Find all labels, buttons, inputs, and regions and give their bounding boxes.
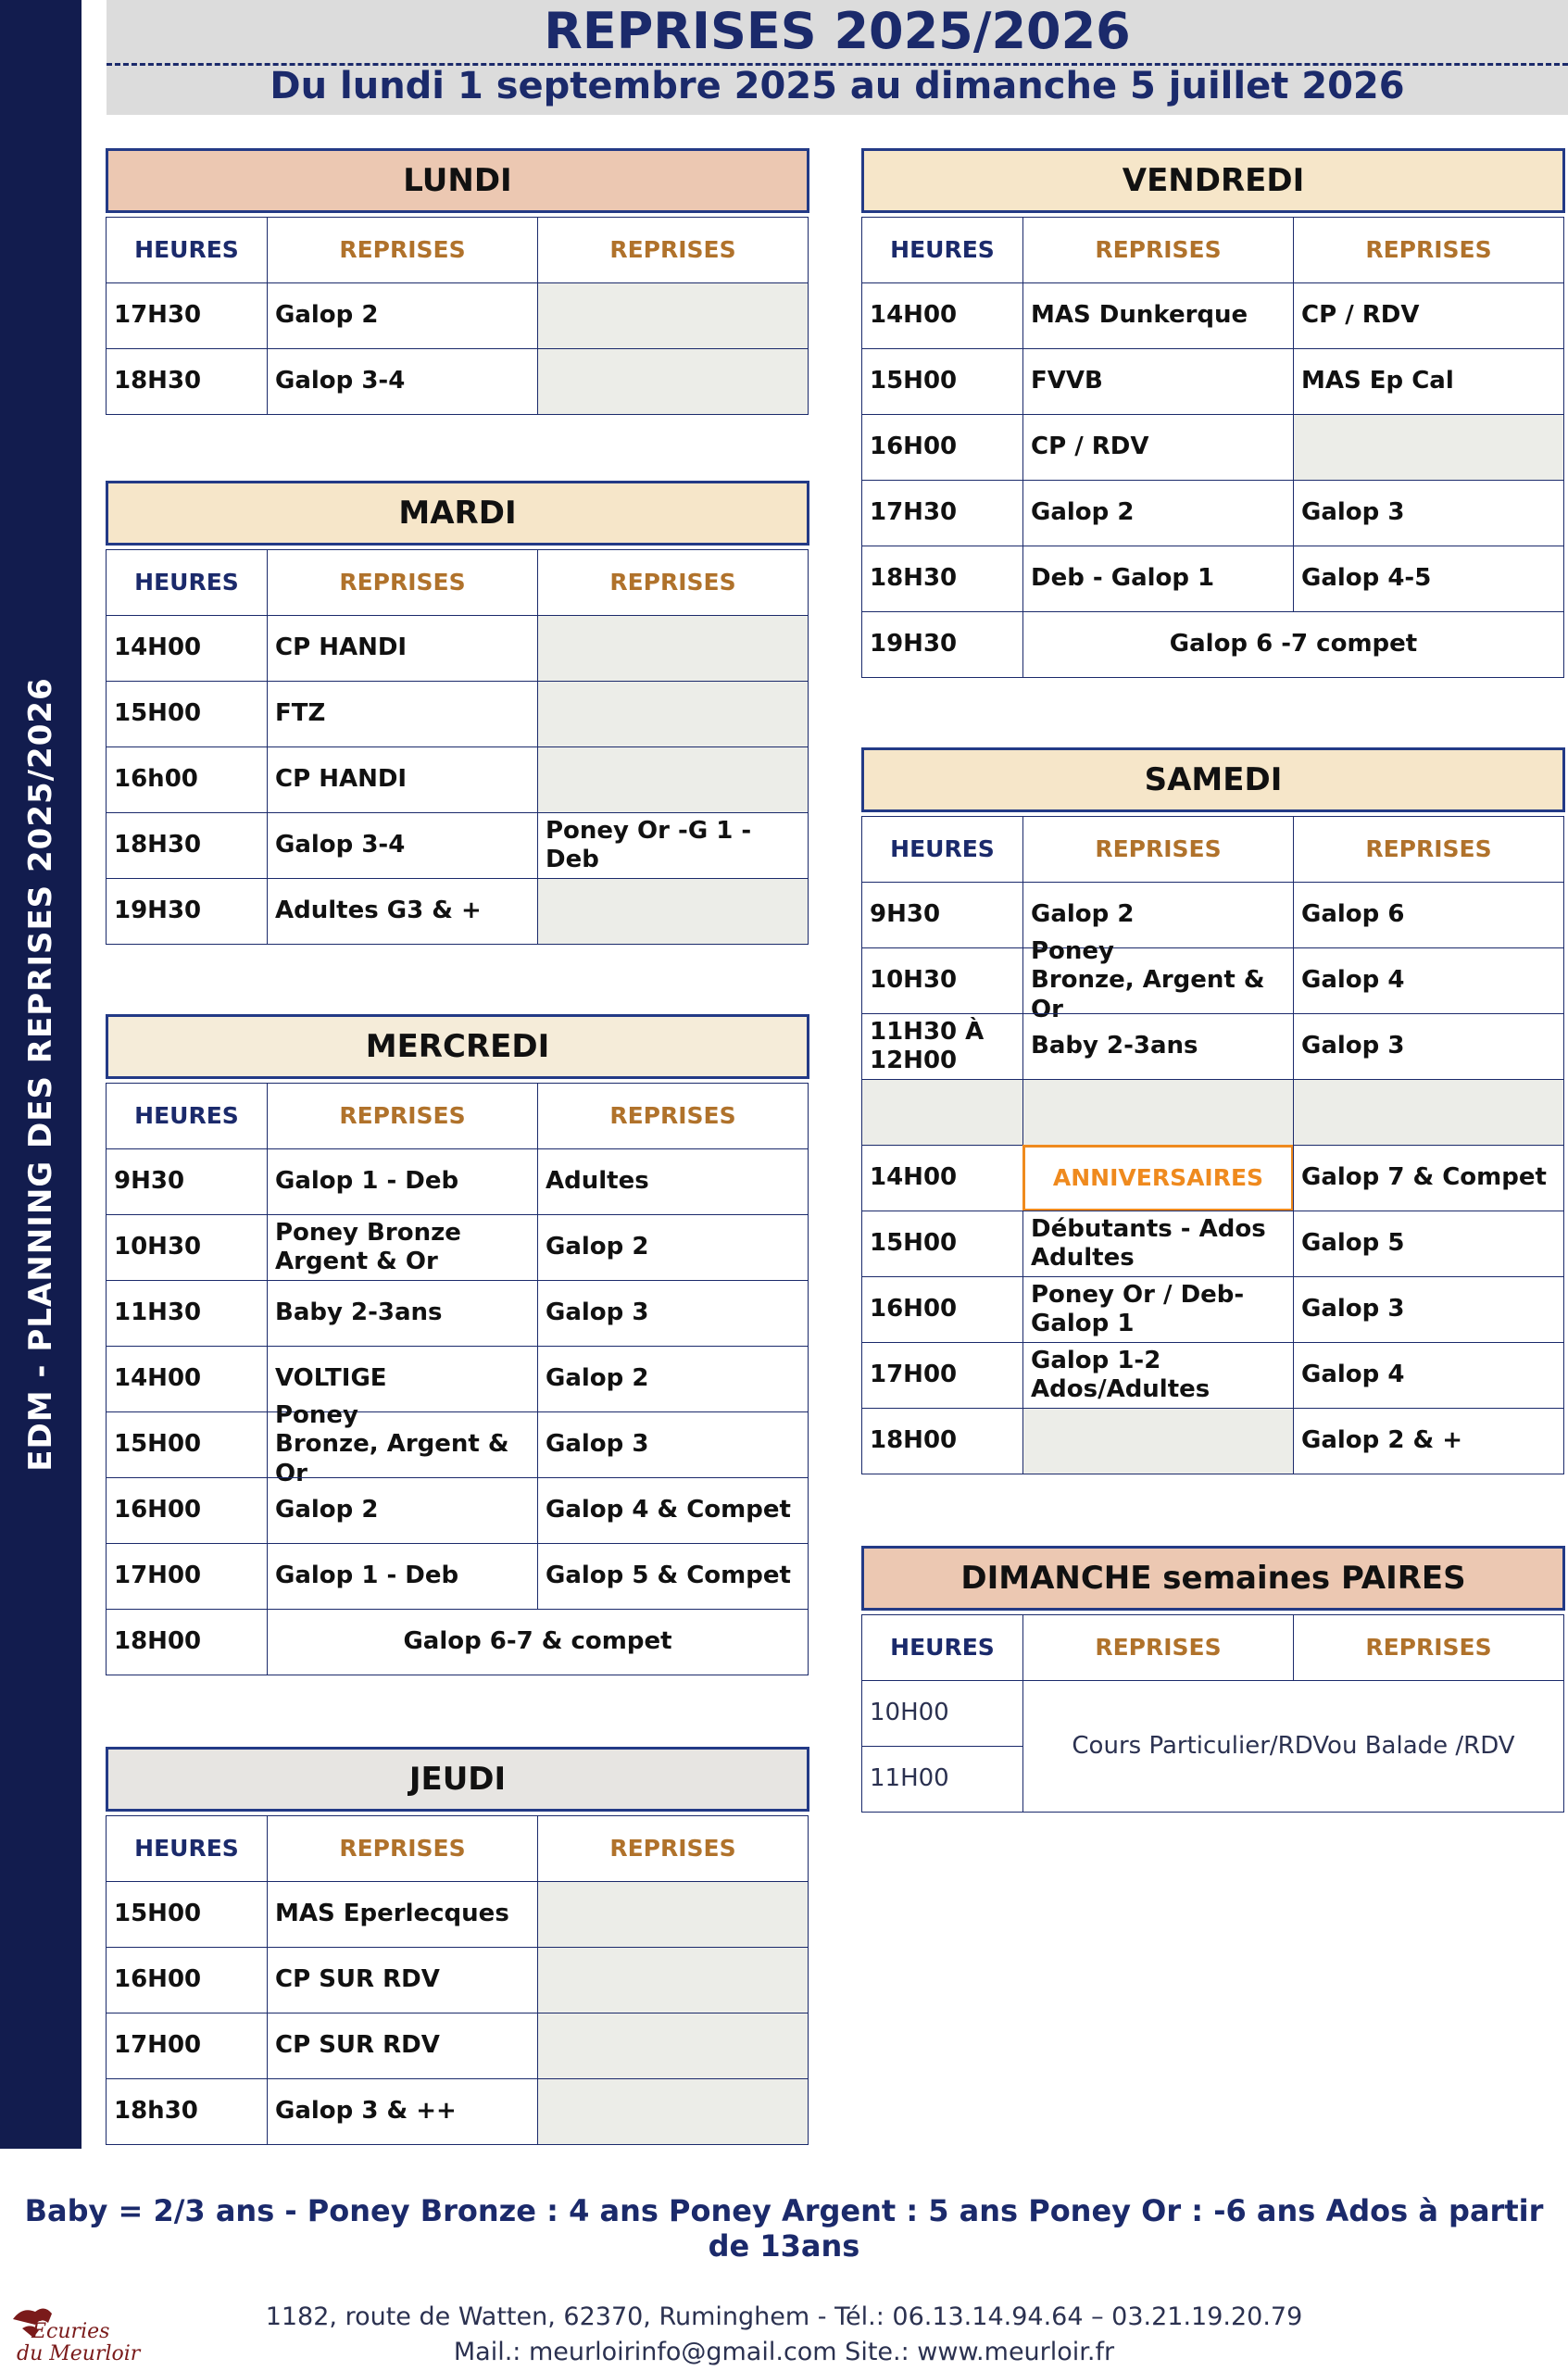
hour-cell: 17H30 <box>106 282 268 349</box>
hour-cell: 14H00 <box>861 282 1023 349</box>
day-table-samedi <box>861 747 1565 1474</box>
contact-line: Mail.: meurloirinfo@gmail.com Site.: www.meurloir.fr <box>453 2338 1115 2366</box>
lesson-cell: Débutants - Ados Adultes <box>1022 1211 1294 1277</box>
lesson-cell: Galop 2 <box>1022 882 1294 948</box>
lesson-cell: CP HANDI <box>267 615 538 682</box>
lesson-cell: CP HANDI <box>267 746 538 813</box>
hour-cell: 17H00 <box>861 1342 1023 1409</box>
hour-cell: 17H00 <box>106 1543 268 1610</box>
empty-cell <box>1293 1079 1564 1146</box>
lesson-cell: Galop 1-2 Ados/Adultes <box>1022 1342 1294 1409</box>
hour-cell: 14H00 <box>106 1346 268 1412</box>
hour-cell: 15H00 <box>106 1881 268 1948</box>
column-header-reprises: REPRISES <box>267 217 538 283</box>
empty-cell <box>537 746 809 813</box>
column-header-reprises: REPRISES <box>537 217 809 283</box>
column-header-reprises: REPRISES <box>267 1815 538 1882</box>
birthday-highlight: ANNIVERSAIRES <box>1022 1145 1294 1211</box>
day-title: MERCREDI <box>106 1014 809 1079</box>
empty-cell <box>1022 1079 1294 1146</box>
hour-cell: 10H30 <box>861 947 1023 1014</box>
day-title: SAMEDI <box>861 747 1565 812</box>
lesson-cell: Galop 2 & + <box>1293 1408 1564 1474</box>
day-table-mardi <box>106 481 809 944</box>
lesson-cell: Galop 3 <box>537 1280 809 1347</box>
lesson-cell: CP / RDV <box>1022 414 1294 481</box>
lesson-cell: Poney Or / Deb- Galop 1 <box>1022 1276 1294 1343</box>
lesson-cell: Galop 2 <box>267 282 538 349</box>
day-table-lundi <box>106 148 809 414</box>
empty-cell <box>537 681 809 747</box>
hour-cell: 14H00 <box>861 1145 1023 1211</box>
hour-cell: 11H30 <box>106 1280 268 1347</box>
lesson-cell: Galop 5 & Compet <box>537 1543 809 1610</box>
lesson-cell: Deb - Galop 1 <box>1022 546 1294 612</box>
hour-cell: 9H30 <box>106 1148 268 1215</box>
empty-cell <box>537 348 809 415</box>
address-line: 1182, route de Watten, 62370, Ruminghem - Tél.: 06.13.14.94.64 – 03.21.19.20.79 <box>265 2302 1303 2331</box>
lesson-cell: Baby 2-3ans <box>1022 1013 1294 1080</box>
sidebar-title: EDM - PLANNING DES REPRISES 2025/2026 <box>22 677 59 1472</box>
hour-cell: 18H30 <box>106 812 268 879</box>
hour-cell: 14H00 <box>106 615 268 682</box>
empty-cell <box>537 2013 809 2079</box>
hour-cell: 11H00 <box>861 1746 1023 1813</box>
page-title: REPRISES 2025/2026 <box>544 2 1131 60</box>
lesson-cell: Galop 4 <box>1293 947 1564 1014</box>
empty-cell <box>537 282 809 349</box>
lesson-cell: CP / RDV <box>1293 282 1564 349</box>
lesson-cell: Galop 7 & Compet <box>1293 1145 1564 1211</box>
lesson-cell: Galop 3 <box>537 1411 809 1478</box>
empty-cell <box>1022 1408 1294 1474</box>
day-title: LUNDI <box>106 148 809 213</box>
lesson-cell: Galop 4 <box>1293 1342 1564 1409</box>
empty-cell <box>861 1079 1023 1146</box>
column-header-reprises: REPRISES <box>1293 816 1564 883</box>
hour-cell: 18H00 <box>106 1609 268 1675</box>
day-title: JEUDI <box>106 1747 809 1812</box>
lesson-cell: Adultes <box>537 1148 809 1215</box>
lesson-cell: MAS Ep Cal <box>1293 348 1564 415</box>
hour-cell: 17H30 <box>861 480 1023 546</box>
hour-cell: 18H00 <box>861 1408 1023 1474</box>
column-header-reprises: REPRISES <box>1022 816 1294 883</box>
hour-cell: 10H30 <box>106 1214 268 1281</box>
column-header-reprises: REPRISES <box>537 1815 809 1882</box>
hour-cell: 11H30 À 12H00 <box>861 1013 1023 1080</box>
lesson-cell: MAS Dunkerque <box>1022 282 1294 349</box>
column-header-reprises: REPRISES <box>1293 217 1564 283</box>
lesson-cell: Galop 2 <box>267 1477 538 1544</box>
sunday-lessons: Cours Particulier/RDVou Balade /RDV <box>1022 1680 1564 1813</box>
column-header-heures: HEURES <box>106 1815 268 1882</box>
lesson-cell: Galop 3 <box>1293 1276 1564 1343</box>
column-header-heures: HEURES <box>106 217 268 283</box>
lesson-cell: Galop 3 & ++ <box>267 2078 538 2145</box>
day-table-vendredi <box>861 148 1565 677</box>
lesson-cell: Galop 1 - Deb <box>267 1148 538 1215</box>
lesson-cell: Galop 3 <box>1293 1013 1564 1080</box>
hour-cell: 16H00 <box>106 1947 268 2013</box>
hour-cell: 15H00 <box>861 1211 1023 1277</box>
day-table-mercredi <box>106 1014 809 1675</box>
day-table-jeudi <box>106 1747 809 2144</box>
day-title: VENDREDI <box>861 148 1565 213</box>
lesson-cell: Poney Bronze, Argent & Or <box>267 1411 538 1478</box>
lesson-cell: Galop 2 <box>1022 480 1294 546</box>
day-title: MARDI <box>106 481 809 546</box>
column-header-heures: HEURES <box>861 816 1023 883</box>
lesson-cell: MAS Eperlecques <box>267 1881 538 1948</box>
age-legend: Baby = 2/3 ans - Poney Bronze : 4 ans Poney Argent : 5 ans Poney Or : -6 ans Ados à partir de 13ans <box>24 2193 1544 2264</box>
column-header-reprises: REPRISES <box>267 549 538 616</box>
hour-cell: 16H00 <box>861 414 1023 481</box>
lesson-cell: Galop 4-5 <box>1293 546 1564 612</box>
hour-cell: 16H00 <box>106 1477 268 1544</box>
column-header-heures: HEURES <box>861 217 1023 283</box>
column-header-reprises: REPRISES <box>1293 1614 1564 1681</box>
lesson-cell: Galop 3-4 <box>267 348 538 415</box>
lesson-cell: Galop 5 <box>1293 1211 1564 1277</box>
hour-cell: 17H00 <box>106 2013 268 2079</box>
svg-text:Écuries: Écuries <box>31 2320 110 2343</box>
column-header-reprises: REPRISES <box>537 549 809 616</box>
empty-cell <box>537 615 809 682</box>
page-subtitle: Du lundi 1 septembre 2025 au dimanche 5 juillet 2026 <box>270 65 1405 107</box>
hour-cell: 9H30 <box>861 882 1023 948</box>
lesson-cell: Galop 2 <box>537 1346 809 1412</box>
lesson-cell: Galop 4 & Compet <box>537 1477 809 1544</box>
hour-cell: 18H30 <box>106 348 268 415</box>
sidebar-band <box>0 0 82 2149</box>
hour-cell: 15H00 <box>106 1411 268 1478</box>
lesson-cell: FVVB <box>1022 348 1294 415</box>
column-header-reprises: REPRISES <box>1022 217 1294 283</box>
page-header <box>107 0 1568 115</box>
lesson-cell: CP SUR RDV <box>267 1947 538 2013</box>
empty-cell <box>537 1881 809 1948</box>
day-title: DIMANCHE semaines PAIRES <box>861 1546 1565 1611</box>
day-table-dimanche <box>861 1546 1565 1812</box>
lesson-cell: Galop 6 <box>1293 882 1564 948</box>
column-header-reprises: REPRISES <box>267 1083 538 1149</box>
column-header-reprises: REPRISES <box>537 1083 809 1149</box>
lesson-cell: Galop 6 -7 compet <box>1022 611 1564 678</box>
hour-cell: 16h00 <box>106 746 268 813</box>
lesson-cell: Poney Bronze, Argent & Or <box>1022 947 1294 1014</box>
empty-cell <box>1293 414 1564 481</box>
lesson-cell: Poney Bronze Argent & Or <box>267 1214 538 1281</box>
hour-cell: 16H00 <box>861 1276 1023 1343</box>
lesson-cell: VOLTIGE <box>267 1346 538 1412</box>
lesson-cell: FTZ <box>267 681 538 747</box>
column-header-heures: HEURES <box>106 1083 268 1149</box>
column-header-reprises: REPRISES <box>1022 1614 1294 1681</box>
hour-cell: 10H00 <box>861 1680 1023 1747</box>
lesson-cell: Galop 2 <box>537 1214 809 1281</box>
lesson-cell: Adultes G3 & + <box>267 878 538 945</box>
empty-cell <box>537 2078 809 2145</box>
hour-cell: 19H30 <box>861 611 1023 678</box>
lesson-cell: Galop 1 - Deb <box>267 1543 538 1610</box>
column-header-heures: HEURES <box>106 549 268 616</box>
empty-cell <box>537 878 809 945</box>
hour-cell: 18H30 <box>861 546 1023 612</box>
lesson-cell: Baby 2-3ans <box>267 1280 538 1347</box>
lesson-cell: Galop 6-7 & compet <box>267 1609 809 1675</box>
lesson-cell: Galop 3-4 <box>267 812 538 879</box>
hour-cell: 15H00 <box>106 681 268 747</box>
hour-cell: 15H00 <box>861 348 1023 415</box>
column-header-heures: HEURES <box>861 1614 1023 1681</box>
empty-cell <box>537 1947 809 2013</box>
lesson-cell: Galop 3 <box>1293 480 1564 546</box>
lesson-cell: CP SUR RDV <box>267 2013 538 2079</box>
hour-cell: 18h30 <box>106 2078 268 2145</box>
hour-cell: 19H30 <box>106 878 268 945</box>
svg-text:du Meurloir: du Meurloir <box>17 2342 141 2365</box>
lesson-cell: Poney Or -G 1 - Deb <box>537 812 809 879</box>
